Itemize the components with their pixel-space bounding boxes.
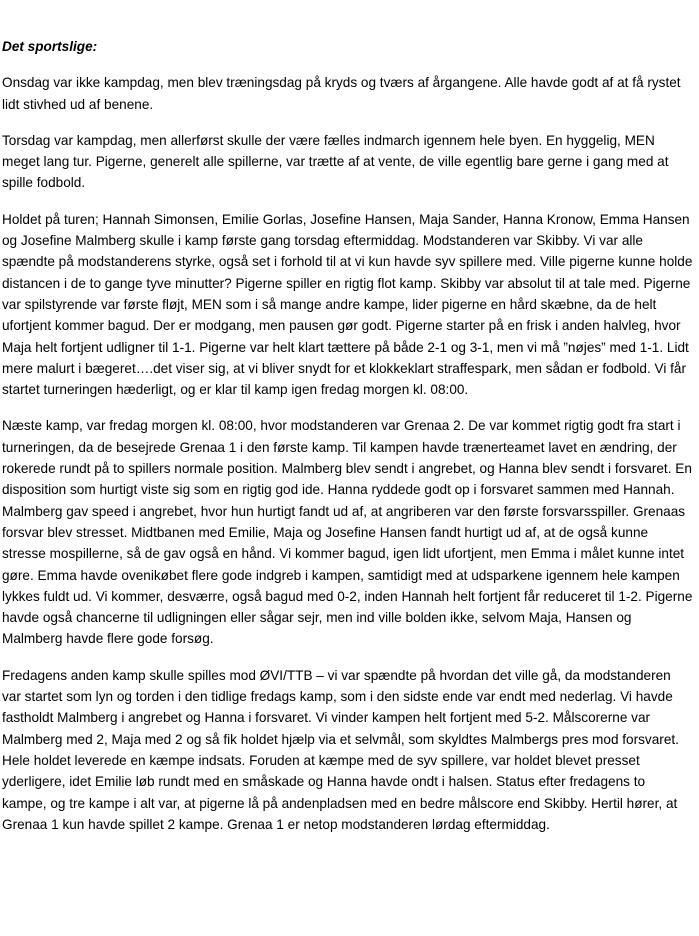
paragraph-second-match: Næste kamp, var fredag morgen kl. 08:00, hvor modstanderen var Grenaa 2. De var kommet rigtig godt fra start i turneringen, da de besejrede Grenaa 1 i den første kamp. Til kampen havde trænerteamet lavet en ændring, der rokerede rundt på to spillers normale position. Malmberg blev sendt i angrebet, og Hanna blev sendt i forsvaret. En disposition som hurtigt viste sig som en rigtig god ide. Hanna ryddede godt op i forsvaret sammen med Hannah. Malmberg gav speed i angrebet, hvor hun hurtigt fandt ud af, at angriberen var den første forsvarsspiller. Grenaas forsvar blev stresset. Midtbanen med Emilie, Maja og Josefine Hansen fandt hurtigt ud af, at de også kunne stresse mospillerne, så de gav også en hånd. Vi kommer bagud, igen lidt ufortjent, men Emma i målet kunne intet gøre. Emma havde ovenikøbet flere gode indgreb i kampen, samtidigt med at udsparkene igennem hele kampen lykkes fuldt ud. Vi kommer, desværre, også bagud med 0-2, inden Hannah helt fortjent får reduceret til 1-2. Pigerne havde også chancerne til udligningen eller sågar sejr, men ind ville bolden ikke, selvom Maja, Hansen og Malmberg havde flere gode forsøg. bbox=[2, 418, 693, 647]
paragraph-first-match: Holdet på turen; Hannah Simonsen, Emilie Gorlas, Josefine Hansen, Maja Sander, Hanna Kronow, Emma Hansen og Josefine Malmberg skulle i kamp første gang torsdag eftermiddag. Modstanderen var Skibby. Vi var alle spændte på modstanderens styrke, også set i forhold til at vi kun havde syv spillere med. Ville pigerne kunne holde distancen i de to gange tyve minutter? Pigerne spiller en rigtig flot kamp. Skibby var absolut til at tale med. Pigerne var spilstyrende var første fløjt, MEN som i så mange andre kampe, lider pigerne en hård skæbne, da de helt ufortjent kommer bagud. Der er modgang, men pausen gør godt. Pigerne starter på en frisk i anden halvleg, hvor Maja helt fortjent udligner til 1-1. Pigerne var helt klart tættere på både 2-1 og 3-1, men vi må ”nøjes” med 1-1. Lidt mere malurt i bægeret….det viser sig, at vi bliver snydt for et klokkeklart straffespark, men sådan er fodbold. Vi får startet turneringen hæderligt, og er klar til kamp igen fredag morgen kl. 08:00. bbox=[2, 211, 693, 398]
section-heading: Det sportslige: bbox=[2, 39, 98, 54]
paragraph-thursday: Torsdag var kampdag, men allerførst skulle der være fælles indmarch igennem hele byen. En hyggelig, MEN meget lang tur. Pigerne, generelt alle spillerne, var trætte af at vente, de ville egentlig bare gerne i gang med at spille fodbold. bbox=[2, 132, 669, 191]
paragraph-wednesday: Onsdag var ikke kampdag, men blev træningsdag på kryds og tværs af årgangene. Alle havde godt af at få rystet lidt stivhed ud af benene. bbox=[2, 75, 681, 112]
paragraph-third-match: Fredagens anden kamp skulle spilles mod ØVI/TTB – vi var spændte på hvordan det ville gå, da modstanderen var startet som lyn og torden i den tidlige fredags kamp, som i den sidste ende var endt med nederlag. Vi havde fastholdt Malmberg i angrebet og Hanna i forsvaret. Vi vinder kampen helt fortjent med 5-2. Målscorerne var Malmberg med 2, Maja med 2 og så fik holdet hjælp via et selvmål, som skyldtes Malmbergs pres mod forsvaret. Hele holdet leverede en kæmpe indsats. Foruden at kæmpe med de syv spillere, var holdet blevet presset yderligere, idet Emilie løb rundt med en småskade og Hanna havde ondt i halsen. Status efter fredagens to kampe, og tre kampe i alt var, at pigerne lå på andenpladsen med en bedre målscore end Skibby. Hertil hører, at Grenaa 1 kun havde spillet 2 kampe. Grenaa 1 er netop modstanderen lørdag eftermiddag. bbox=[2, 667, 679, 832]
